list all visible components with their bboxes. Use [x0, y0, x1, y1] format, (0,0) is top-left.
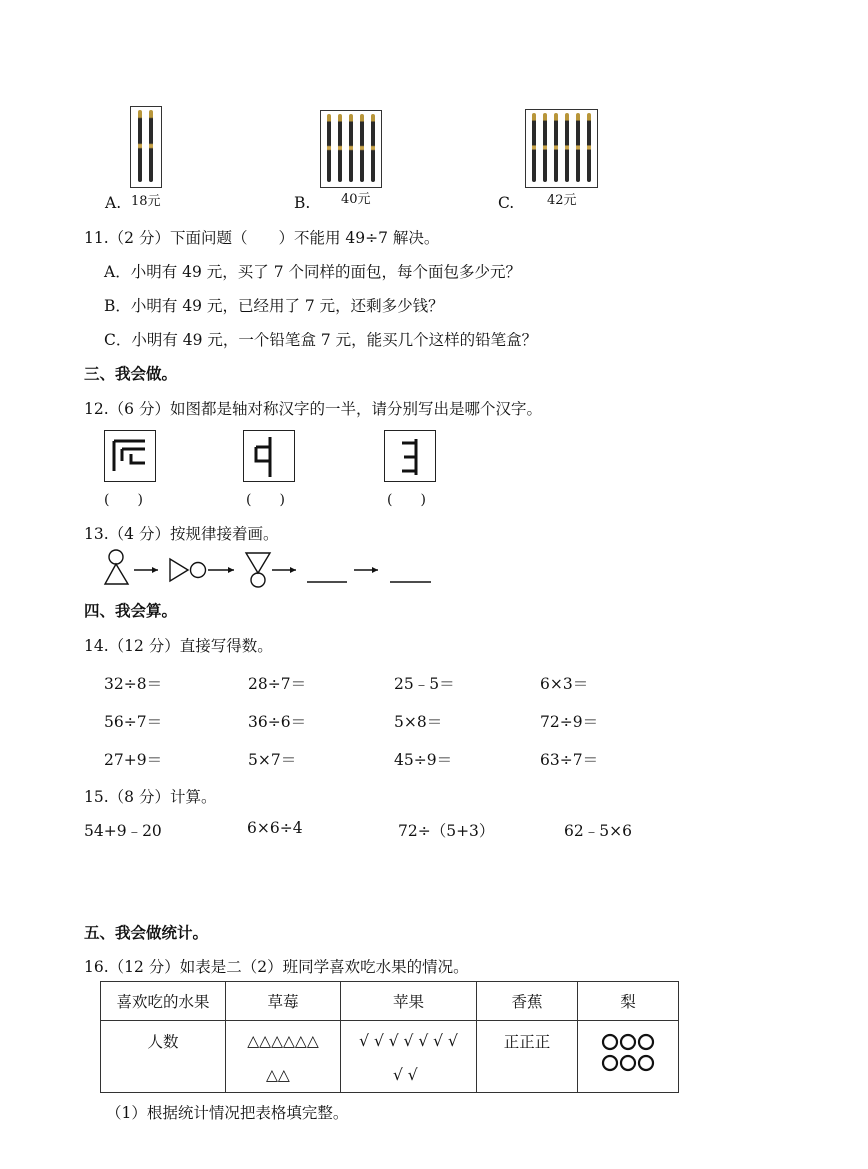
pen-box-a-image — [130, 106, 162, 188]
q12-answer-paren-1[interactable]: ( ) — [104, 492, 143, 508]
half-character-glyph-2 — [244, 431, 294, 481]
pen-box-b-image — [320, 110, 382, 188]
table-header-cell: 苹果 — [341, 982, 477, 1021]
table-row-label: 人数 — [101, 1021, 226, 1093]
table-row — [101, 1021, 679, 1093]
option-b-letter[interactable]: B. — [294, 194, 311, 212]
q14-problem: 32÷8＝ — [104, 675, 163, 693]
q13-stem: 13.（4 分）按规律接着画。 — [84, 525, 279, 543]
q12-answer-paren-2[interactable]: ( ) — [246, 492, 285, 508]
q15-stem: 15.（8 分）计算。 — [84, 788, 217, 806]
q16-subquestion-1: （1）根据统计情况把表格填完整。 — [106, 1104, 349, 1122]
q14-problem: 63÷7＝ — [540, 751, 599, 769]
q14-problem: 72÷9＝ — [540, 713, 599, 731]
option-c-letter[interactable]: C. — [498, 194, 515, 212]
q16-stem: 16.（12 分）如表是二（2）班同学喜欢吃水果的情况。 — [84, 958, 469, 976]
option-a-letter[interactable]: A. — [105, 194, 122, 212]
q11-stem: 11.（2 分）下面问题（ ）不能用 49÷7 解决。 — [84, 229, 440, 247]
half-character-glyph-1 — [105, 431, 155, 481]
option-a-price: 18元 — [131, 194, 161, 209]
q14-problem: 45÷9＝ — [394, 751, 453, 769]
strawberry-tally-cell — [226, 1021, 341, 1093]
half-character-glyph-3 — [385, 431, 435, 481]
q14-problem: 5×7＝ — [248, 751, 297, 769]
q14-problem: 27+9＝ — [104, 751, 163, 769]
pear-tally-cell — [578, 1021, 679, 1093]
q14-problem: 28÷7＝ — [248, 675, 307, 693]
section-5-heading: 五、我会做统计。 — [84, 923, 209, 942]
table-header-cell: 草莓 — [226, 982, 341, 1021]
table-header-row — [101, 982, 679, 1021]
strawberry-tally-line-2: △△ — [266, 1066, 290, 1084]
half-character-box-1 — [104, 430, 156, 482]
fruit-stats-table — [100, 981, 679, 1093]
pen-box-c-image — [525, 109, 598, 188]
pattern-sequence-figure — [100, 546, 440, 592]
q12-stem: 12.（6 分）如图都是轴对称汉字的一半，请分别写出是哪个汉字。 — [84, 400, 542, 418]
q14-stem: 14.（12 分）直接写得数。 — [84, 637, 273, 655]
strawberry-tally-line-1: △△△△△△ — [247, 1032, 319, 1050]
q15-expression: 62﹣5×6 — [564, 822, 632, 840]
q15-expression: 54+9﹣20 — [84, 822, 162, 840]
q14-problem: 36÷6＝ — [248, 713, 307, 731]
section-4-heading: 四、我会算。 — [84, 601, 178, 620]
q11-option-b[interactable]: B．小明有 49 元，已经用了 7 元，还剩多少钱？ — [104, 297, 444, 315]
table-header-cell: 香蕉 — [477, 982, 578, 1021]
q14-problem: 6×3＝ — [540, 675, 589, 693]
banana-tally-cell: 正正正 — [477, 1021, 578, 1093]
option-b-price: 40元 — [341, 192, 371, 207]
option-c-price: 42元 — [547, 193, 577, 208]
q11-option-c[interactable]: C．小明有 49 元，一个铅笔盒 7 元，能买几个这样的铅笔盒？ — [104, 331, 538, 349]
q15-expression: 72÷（5+3） — [398, 822, 495, 840]
apple-tally-line-2: √ √ — [393, 1066, 418, 1084]
table-header-cell: 梨 — [578, 982, 679, 1021]
q11-option-a[interactable]: A．小明有 49 元，买了 7 个同样的面包，每个面包多少元？ — [104, 263, 521, 281]
pear-circles-icon — [598, 1031, 658, 1075]
half-character-box-3 — [384, 430, 436, 482]
q14-problem: 5×8＝ — [394, 713, 443, 731]
q15-expression: 6×6÷4 — [247, 819, 303, 837]
apple-tally-cell — [341, 1021, 477, 1093]
q14-problem: 56÷7＝ — [104, 713, 163, 731]
section-3-heading: 三、我会做。 — [84, 364, 178, 383]
q12-answer-paren-3[interactable]: ( ) — [387, 492, 426, 508]
q14-problem: 25﹣5＝ — [394, 675, 455, 693]
table-header-cell: 喜欢吃的水果 — [101, 982, 226, 1021]
apple-tally-line-1: √ √ √ √ √ √ √ — [359, 1032, 458, 1050]
half-character-box-2 — [243, 430, 295, 482]
